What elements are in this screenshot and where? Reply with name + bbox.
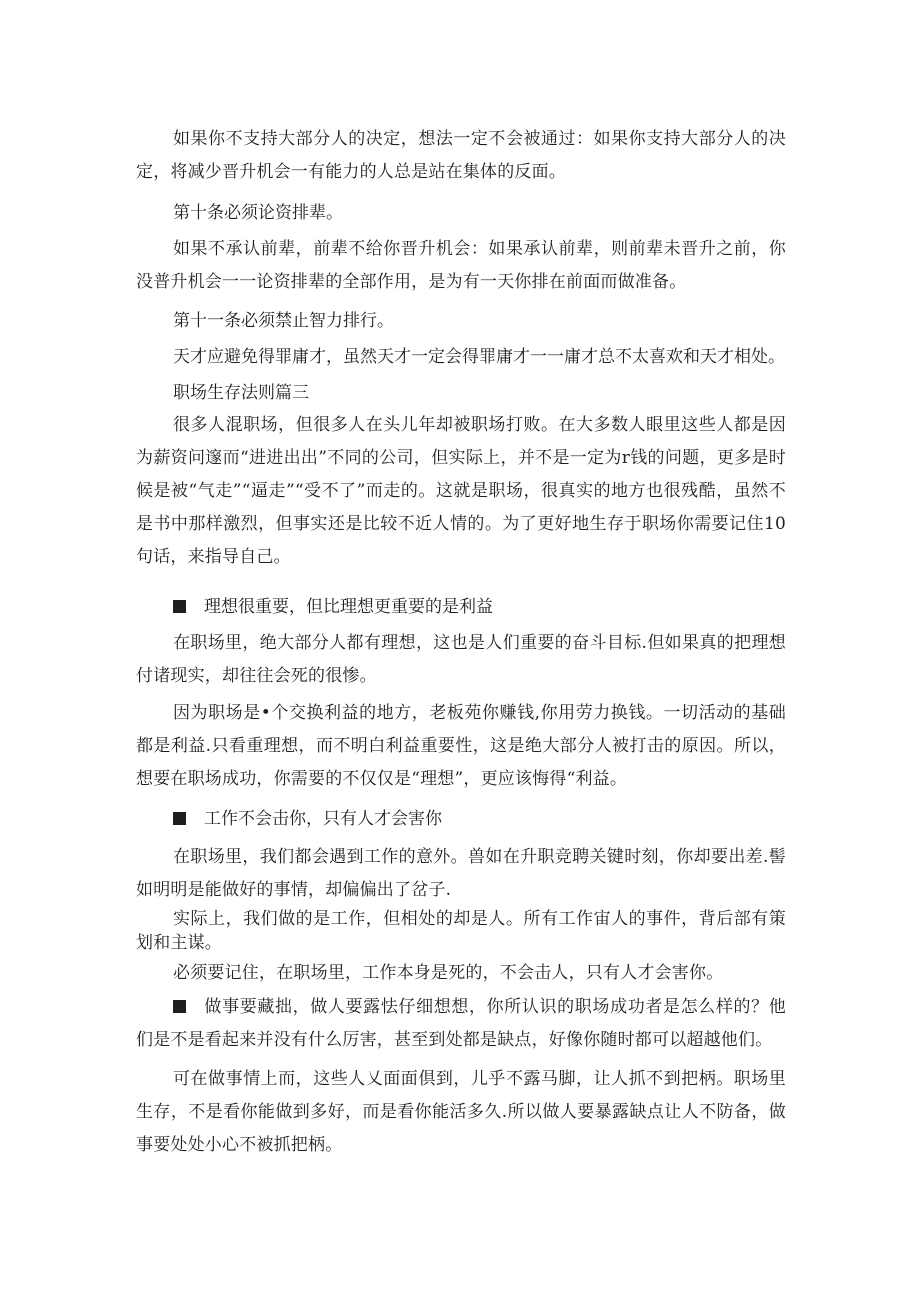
- paragraph-remember: 必须要记住，在职场里，工作本身是死的，不会击人，只有人才会害你。: [173, 963, 724, 983]
- paragraph-survival: 可在做事情上而，这些人乂面面倶到，儿乎不露马脚，让人抓不到把柄。职场里生存，不是看你能做到多好，而是看你能活多久.所以做人要暴露缺点让人不防备，做事要处处小心不被抓把柄。: [136, 1069, 786, 1155]
- bullet-text: 工作不会击你，只有人才会害你: [204, 809, 442, 829]
- paragraph-exchange: 因为职场是•个交换利益的地方，老板苑你赚钱,你用劳力换钱。一切活动的基础都是利益.只看重理想，而不明白利益重要性，这是绝大部分人被打击的原因。所以，想要在职场成功，你需要的不仅仅是“理想”，更应该悔得“利益。: [136, 703, 786, 789]
- rule-eleven-heading: 第十一条必须禁止智力排行。: [173, 311, 394, 331]
- paragraph-seniority: 如果不承认前辈，前辈不给你晋升机会：如果承认前辈，则前辈未晋升之前，你没普升机会一一论资排辈的全部作用，是为有一天你排在前面而做准备。: [136, 239, 786, 292]
- paragraph-genius: 天才应避免得罪庸才，虽然天才一定会得罪庸才一一庸才总不太喜欢和天才相处。: [173, 347, 785, 367]
- bullet-ideal-vs-benefit: [173, 595, 493, 619]
- paragraph-hide-skill: [136, 991, 786, 1057]
- square-bullet-icon: [173, 1000, 186, 1013]
- bullet-people-harm: [173, 807, 442, 831]
- bullet-text: 理想很重要，但比理想更重要的是利益: [204, 597, 493, 617]
- paragraph-ideals: 在职场里，绝大部分人都有理想，这也是人们重要的奋斗目标.但如果真的把理想付诸现实，却往往会死的很惨。: [136, 633, 786, 686]
- square-bullet-icon: [173, 600, 186, 613]
- paragraph-intro: 很多人混职场，但很多人在头儿年却被职场打败。在大多数人眼里这些人都是因为薪资问邃而“进进出出”不同的公司，但实际上，并不是一定为r钱的问题，更多是时候是被“气走”“逼走”“受不了”而走的。这就是职场，很真实的地方也很残酷，虽然不是书中那样激烈，但事实还是比较不近人情的。为了更好地生存于职场你需要记住10句话，来指导自己。: [136, 415, 786, 567]
- section-three-heading: 职场生存法则篇三: [173, 383, 309, 403]
- paragraph-majority-decision: 如果你不支持大部分人的决定，想法一定不会被通过：如果你支持大部分人的决定，将减少晋升机会一有能力的人总是站在集体的反面。: [136, 129, 786, 182]
- square-bullet-icon: [173, 812, 186, 825]
- paragraph-accidents: 在职场里，我们都会遇到工作的意外。兽如在升职竞聘关键时刻，你却要出差.髻如明明是能做好的事情，却偏偏出了岔子.: [136, 847, 786, 900]
- paragraph-work-people: 实际上，我们做的是工作，但相处的却是人。所有工作宙人的事件，背后部有策划和主谋。: [136, 909, 786, 953]
- rule-ten-heading: 第十条必须论资排辈。: [173, 203, 343, 223]
- paragraph-hide-skill-text: 做事要藏拙，做人要露怯仔细想想，你所认识的职场成功者是怎么样的？他们是不是看起来并没有什么厉害，甚至到处都是缺点，好像你随时都可以超越他们。: [136, 997, 786, 1050]
